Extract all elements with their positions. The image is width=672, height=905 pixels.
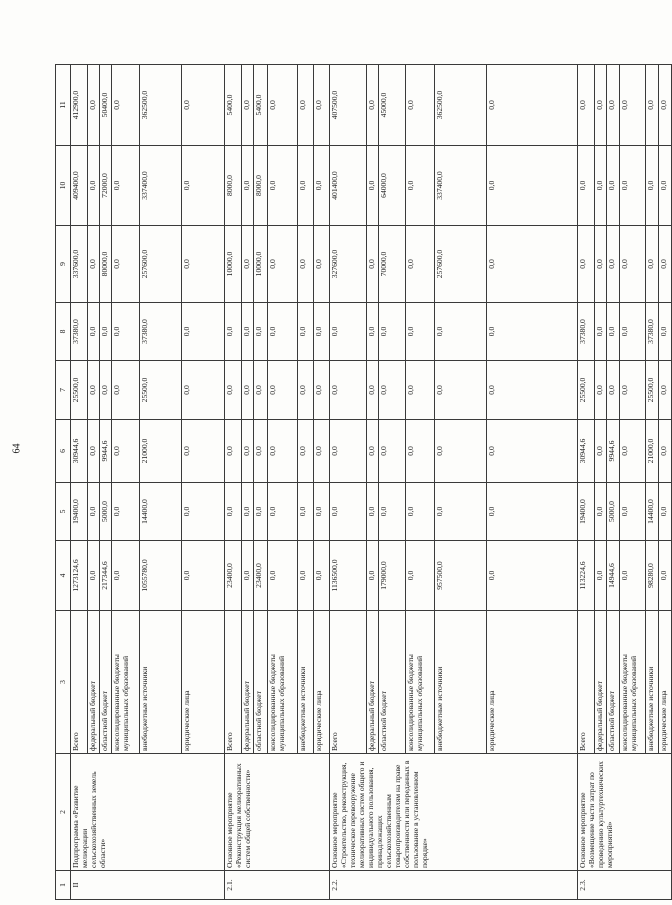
- amount-cell: 0,0: [268, 226, 298, 303]
- funding-source: федеральный бюджет: [367, 611, 379, 754]
- header-row: [56, 65, 71, 900]
- amount-cell: 0,0: [330, 361, 367, 420]
- program-name: Основное мероприятие «Реконструкция мелиоративных систем общей собственности»: [225, 754, 330, 871]
- header-cell: 5: [56, 483, 71, 541]
- funding-source: федеральный бюджет: [88, 611, 100, 754]
- amount-cell: 0,0: [314, 361, 330, 420]
- amount-cell: 0,0: [314, 541, 330, 611]
- funding-source: консолидированные бюджеты муниципальных образований: [268, 611, 298, 754]
- amount-cell: 0,0: [578, 146, 595, 226]
- amount-cell: 64000,0: [379, 146, 406, 226]
- header-cell: 6: [56, 420, 71, 483]
- program-name: Основное мероприятие «Строительство, реконструкция, техническое перевооружение мелиоративных систем общего и индивидуального пользования, принадлежащих сельскохозяйственным товаропроизводителям на праве собственности или переданных в пользование в установленном порядке»: [330, 754, 578, 871]
- amount-cell: 0,0: [182, 65, 225, 146]
- amount-cell: 0,0: [607, 146, 620, 226]
- funding-source: внебюджетные источники: [298, 611, 314, 754]
- amount-cell: 10000,0: [225, 226, 242, 303]
- header-cell: 9: [56, 226, 71, 303]
- amount-cell: 0,0: [406, 146, 435, 226]
- amount-cell: 50400,0: [100, 65, 112, 146]
- budget-table: [55, 64, 672, 900]
- amount-cell: 0,0: [620, 65, 646, 146]
- amount-cell: 0,0: [367, 226, 379, 303]
- amount-cell: 0,0: [112, 541, 140, 611]
- amount-cell: 37380,0: [578, 303, 595, 361]
- amount-cell: 0,0: [254, 361, 268, 420]
- amount-cell: 30944,6: [71, 420, 88, 483]
- header-cell: 10: [56, 146, 71, 226]
- header-cell: 1: [56, 871, 71, 900]
- amount-cell: 257600,0: [140, 226, 182, 303]
- amount-cell: 0,0: [659, 541, 672, 611]
- amount-cell: 0,0: [646, 146, 659, 226]
- funding-source: юридические лица: [487, 611, 578, 754]
- funding-source: юридические лица: [314, 611, 330, 754]
- amount-cell: 0,0: [607, 65, 620, 146]
- amount-cell: 37380,0: [140, 303, 182, 361]
- amount-cell: 0,0: [659, 146, 672, 226]
- amount-cell: 0,0: [379, 483, 406, 541]
- amount-cell: 0,0: [112, 361, 140, 420]
- amount-cell: 0,0: [595, 226, 607, 303]
- amount-cell: 0,0: [112, 483, 140, 541]
- amount-cell: 0,0: [254, 303, 268, 361]
- amount-cell: 0,0: [242, 361, 254, 420]
- amount-cell: 9944,6: [100, 420, 112, 483]
- amount-cell: 0,0: [298, 303, 314, 361]
- amount-cell: 337400,0: [140, 146, 182, 226]
- funding-source: Всего: [71, 611, 88, 754]
- header-cell: 8: [56, 303, 71, 361]
- amount-cell: 0,0: [659, 483, 672, 541]
- funding-source: консолидированные бюджеты муниципальных образований: [406, 611, 435, 754]
- amount-cell: 45000,0: [379, 65, 406, 146]
- program-name: Подпрограмма «Развитие мелиорации сельскохозяйственных земель области»: [71, 754, 225, 871]
- table-row: [225, 65, 242, 900]
- amount-cell: 0,0: [659, 226, 672, 303]
- amount-cell: 0,0: [88, 420, 100, 483]
- amount-cell: 409400,0: [71, 146, 88, 226]
- amount-cell: 0,0: [595, 146, 607, 226]
- amount-cell: 0,0: [487, 361, 578, 420]
- amount-cell: 0,0: [406, 303, 435, 361]
- amount-cell: 0,0: [182, 483, 225, 541]
- amount-cell: 0,0: [314, 65, 330, 146]
- amount-cell: 0,0: [406, 65, 435, 146]
- table-body: [56, 65, 672, 900]
- funding-source: Всего: [225, 611, 242, 754]
- amount-cell: 10000,0: [254, 226, 268, 303]
- amount-cell: 0,0: [242, 226, 254, 303]
- amount-cell: 407500,0: [330, 65, 367, 146]
- amount-cell: 37380,0: [646, 303, 659, 361]
- amount-cell: 0,0: [314, 303, 330, 361]
- amount-cell: 0,0: [646, 65, 659, 146]
- amount-cell: 21000,0: [646, 420, 659, 483]
- amount-cell: 0,0: [268, 483, 298, 541]
- amount-cell: 0,0: [182, 420, 225, 483]
- rotated-table-container: [55, 65, 668, 900]
- amount-cell: 0,0: [112, 146, 140, 226]
- amount-cell: 0,0: [182, 226, 225, 303]
- amount-cell: 0,0: [182, 541, 225, 611]
- amount-cell: 0,0: [298, 226, 314, 303]
- funding-source: областной бюджет: [607, 611, 620, 754]
- amount-cell: 957500,0: [435, 541, 487, 611]
- amount-cell: 0,0: [100, 303, 112, 361]
- amount-cell: 327600,0: [330, 226, 367, 303]
- amount-cell: 0,0: [112, 226, 140, 303]
- amount-cell: 0,0: [298, 361, 314, 420]
- page-number: 64: [11, 443, 23, 454]
- section-index: 2.1.: [225, 871, 330, 900]
- amount-cell: 0,0: [314, 420, 330, 483]
- funding-source: консолидированные бюджеты муниципальных образований: [112, 611, 140, 754]
- amount-cell: 0,0: [314, 146, 330, 226]
- amount-cell: 72000,0: [100, 146, 112, 226]
- amount-cell: 0,0: [225, 483, 242, 541]
- amount-cell: 0,0: [367, 303, 379, 361]
- amount-cell: 0,0: [242, 146, 254, 226]
- amount-cell: 23400,0: [225, 541, 242, 611]
- amount-cell: 362500,0: [435, 65, 487, 146]
- amount-cell: 14944,6: [607, 541, 620, 611]
- amount-cell: 25500,0: [578, 361, 595, 420]
- amount-cell: 217344,6: [100, 541, 112, 611]
- amount-cell: 0,0: [88, 361, 100, 420]
- amount-cell: 0,0: [595, 420, 607, 483]
- amount-cell: 0,0: [88, 146, 100, 226]
- program-name: Основное мероприятие «Возмещение части затрат по проведению культуртехнических мероприятий»: [578, 754, 672, 871]
- funding-source: Всего: [578, 611, 595, 754]
- amount-cell: 0,0: [595, 483, 607, 541]
- amount-cell: 0,0: [298, 541, 314, 611]
- amount-cell: 362500,0: [140, 65, 182, 146]
- amount-cell: 0,0: [367, 420, 379, 483]
- amount-cell: 0,0: [225, 420, 242, 483]
- amount-cell: 0,0: [330, 303, 367, 361]
- amount-cell: 0,0: [268, 420, 298, 483]
- amount-cell: 0,0: [487, 65, 578, 146]
- amount-cell: 0,0: [595, 541, 607, 611]
- amount-cell: 337600,0: [71, 226, 88, 303]
- amount-cell: 0,0: [268, 65, 298, 146]
- amount-cell: 0,0: [268, 541, 298, 611]
- amount-cell: 80000,0: [100, 226, 112, 303]
- amount-cell: 0,0: [182, 361, 225, 420]
- amount-cell: 21000,0: [140, 420, 182, 483]
- amount-cell: 0,0: [88, 303, 100, 361]
- amount-cell: 0,0: [225, 361, 242, 420]
- amount-cell: 5400,0: [225, 65, 242, 146]
- amount-cell: 0,0: [578, 226, 595, 303]
- amount-cell: 0,0: [435, 420, 487, 483]
- amount-cell: 412900,0: [71, 65, 88, 146]
- amount-cell: 5000,0: [100, 483, 112, 541]
- amount-cell: 14400,0: [646, 483, 659, 541]
- amount-cell: 1055780,0: [140, 541, 182, 611]
- section-index: II: [71, 871, 225, 900]
- amount-cell: 0,0: [487, 483, 578, 541]
- amount-cell: 0,0: [242, 483, 254, 541]
- amount-cell: 0,0: [607, 226, 620, 303]
- funding-source: внебюджетные источники: [435, 611, 487, 754]
- amount-cell: 0,0: [379, 303, 406, 361]
- amount-cell: 0,0: [620, 420, 646, 483]
- amount-cell: 25500,0: [71, 361, 88, 420]
- amount-cell: 0,0: [659, 303, 672, 361]
- amount-cell: 0,0: [182, 303, 225, 361]
- amount-cell: 0,0: [620, 483, 646, 541]
- amount-cell: 401400,0: [330, 146, 367, 226]
- section-index: 2.2.: [330, 871, 578, 900]
- amount-cell: 0,0: [88, 226, 100, 303]
- amount-cell: 98280,0: [646, 541, 659, 611]
- amount-cell: 1136500,0: [330, 541, 367, 611]
- amount-cell: 0,0: [88, 65, 100, 146]
- amount-cell: 9944,6: [607, 420, 620, 483]
- amount-cell: 0,0: [595, 303, 607, 361]
- amount-cell: 0,0: [330, 420, 367, 483]
- table-row: [71, 65, 88, 900]
- amount-cell: 257600,0: [435, 226, 487, 303]
- amount-cell: 0,0: [298, 483, 314, 541]
- amount-cell: 0,0: [659, 420, 672, 483]
- amount-cell: 25500,0: [646, 361, 659, 420]
- amount-cell: 1273124,6: [71, 541, 88, 611]
- amount-cell: 0,0: [406, 361, 435, 420]
- amount-cell: 0,0: [406, 420, 435, 483]
- amount-cell: 0,0: [112, 65, 140, 146]
- amount-cell: 0,0: [268, 303, 298, 361]
- amount-cell: 19400,0: [71, 483, 88, 541]
- amount-cell: 0,0: [367, 361, 379, 420]
- amount-cell: 337400,0: [435, 146, 487, 226]
- amount-cell: 0,0: [406, 483, 435, 541]
- table-row: [578, 65, 595, 900]
- amount-cell: 0,0: [607, 361, 620, 420]
- amount-cell: 0,0: [242, 65, 254, 146]
- amount-cell: 0,0: [620, 541, 646, 611]
- amount-cell: 0,0: [225, 303, 242, 361]
- amount-cell: 0,0: [182, 146, 225, 226]
- amount-cell: 0,0: [620, 361, 646, 420]
- amount-cell: 8000,0: [254, 146, 268, 226]
- header-cell: 4: [56, 541, 71, 611]
- amount-cell: 0,0: [88, 483, 100, 541]
- amount-cell: 0,0: [254, 420, 268, 483]
- amount-cell: 19400,0: [578, 483, 595, 541]
- amount-cell: 0,0: [242, 420, 254, 483]
- amount-cell: 0,0: [367, 483, 379, 541]
- amount-cell: 0,0: [298, 65, 314, 146]
- amount-cell: 0,0: [298, 146, 314, 226]
- amount-cell: 0,0: [435, 361, 487, 420]
- amount-cell: 0,0: [435, 483, 487, 541]
- amount-cell: 0,0: [367, 146, 379, 226]
- amount-cell: 25500,0: [140, 361, 182, 420]
- amount-cell: 0,0: [100, 361, 112, 420]
- amount-cell: 0,0: [620, 226, 646, 303]
- amount-cell: 0,0: [487, 420, 578, 483]
- funding-source: консолидированные бюджеты муниципальных образований: [620, 611, 646, 754]
- amount-cell: 14400,0: [140, 483, 182, 541]
- amount-cell: 30944,6: [578, 420, 595, 483]
- amount-cell: 0,0: [406, 226, 435, 303]
- amount-cell: 0,0: [254, 483, 268, 541]
- amount-cell: 0,0: [659, 361, 672, 420]
- amount-cell: 5400,0: [254, 65, 268, 146]
- funding-source: областной бюджет: [254, 611, 268, 754]
- funding-source: федеральный бюджет: [242, 611, 254, 754]
- amount-cell: 0,0: [595, 65, 607, 146]
- amount-cell: 0,0: [314, 483, 330, 541]
- amount-cell: 23400,0: [254, 541, 268, 611]
- amount-cell: 0,0: [379, 361, 406, 420]
- header-cell: 11: [56, 65, 71, 146]
- amount-cell: 0,0: [607, 303, 620, 361]
- header-cell: 2: [56, 754, 71, 871]
- amount-cell: 0,0: [88, 541, 100, 611]
- amount-cell: 0,0: [367, 65, 379, 146]
- amount-cell: 5000,0: [607, 483, 620, 541]
- funding-source: областной бюджет: [379, 611, 406, 754]
- amount-cell: 0,0: [659, 65, 672, 146]
- amount-cell: 0,0: [487, 303, 578, 361]
- amount-cell: 8000,0: [225, 146, 242, 226]
- amount-cell: 70000,0: [379, 226, 406, 303]
- amount-cell: 0,0: [268, 146, 298, 226]
- amount-cell: 0,0: [298, 420, 314, 483]
- funding-source: внебюджетные источники: [140, 611, 182, 754]
- amount-cell: 0,0: [646, 226, 659, 303]
- amount-cell: 0,0: [314, 226, 330, 303]
- funding-source: областной бюджет: [100, 611, 112, 754]
- header-cell: 3: [56, 611, 71, 754]
- funding-source: юридические лица: [659, 611, 672, 754]
- amount-cell: 0,0: [242, 541, 254, 611]
- amount-cell: 37380,0: [71, 303, 88, 361]
- amount-cell: 0,0: [112, 420, 140, 483]
- amount-cell: 0,0: [595, 361, 607, 420]
- amount-cell: 0,0: [487, 146, 578, 226]
- amount-cell: 0,0: [620, 303, 646, 361]
- funding-source: юридические лица: [182, 611, 225, 754]
- amount-cell: 0,0: [268, 361, 298, 420]
- amount-cell: 0,0: [406, 541, 435, 611]
- amount-cell: 179000,0: [379, 541, 406, 611]
- amount-cell: 0,0: [487, 226, 578, 303]
- amount-cell: 113224,6: [578, 541, 595, 611]
- amount-cell: 0,0: [620, 146, 646, 226]
- table-row: [330, 65, 367, 900]
- amount-cell: 0,0: [242, 303, 254, 361]
- amount-cell: 0,0: [578, 65, 595, 146]
- header-cell: 7: [56, 361, 71, 420]
- funding-source: внебюджетные источники: [646, 611, 659, 754]
- amount-cell: 0,0: [435, 303, 487, 361]
- amount-cell: 0,0: [330, 483, 367, 541]
- amount-cell: 0,0: [112, 303, 140, 361]
- section-index: 2.3.: [578, 871, 672, 900]
- amount-cell: 0,0: [379, 420, 406, 483]
- amount-cell: 0,0: [367, 541, 379, 611]
- funding-source: федеральный бюджет: [595, 611, 607, 754]
- amount-cell: 0,0: [487, 541, 578, 611]
- funding-source: Всего: [330, 611, 367, 754]
